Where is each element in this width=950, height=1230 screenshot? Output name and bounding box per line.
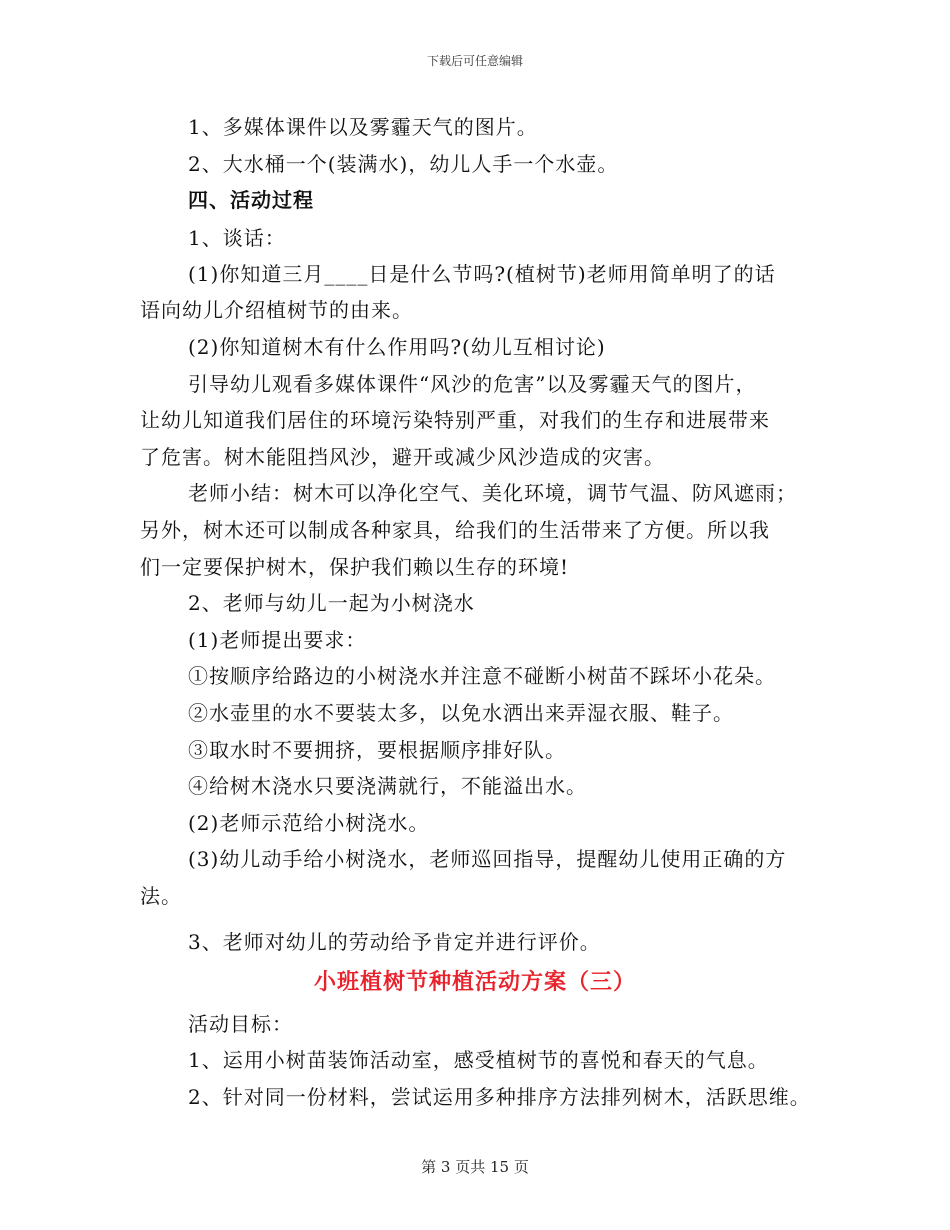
summary-paragraph-line-2: 另外，树木还可以制成各种家具，给我们的生活带来了方便。所以我 [140,518,770,542]
step-1-item-1-line-1: (1)你知道三月____日是什么节吗?(植树节)老师用简单明了的话 [188,262,776,286]
objectives-heading: 活动目标： [188,1012,293,1036]
materials-item-1: 1、多媒体课件以及雾霾天气的图片。 [188,115,538,139]
step-2-item-3-line-1: (3)幼儿动手给小树浇水，老师巡回指导，提醒幼儿使用正确的方 [188,847,787,871]
step-2-item-2: (2)老师示范给小树浇水。 [188,811,430,835]
step-2-item-1: (1)老师提出要求： [188,628,367,652]
summary-paragraph-line-1: 老师小结：树木可以净化空气、美化环境，调节气温、防风遮雨； [188,481,797,505]
guide-paragraph-line-3: 了危害。树木能阻挡风沙，避开或减少风沙造成的灾害。 [140,445,665,469]
step-1-item-1-line-2: 语向幼儿介绍植树节的由来。 [140,298,413,322]
step-2-heading: 2、老师与幼儿一起为小树浇水 [188,591,475,615]
page-footer: 第 3 页共 15 页 [421,1158,529,1176]
requirement-2: ②水壶里的水不要装太多，以免水洒出来弄湿衣服、鞋子。 [188,701,734,725]
materials-item-2: 2、大水桶一个(装满水)，幼儿人手一个水壶。 [188,152,619,176]
page-header: 下载后可任意编辑 [426,54,523,68]
objective-1: 1、运用小树苗装饰活动室，感受植树节的喜悦和春天的气息。 [188,1048,769,1072]
step-1-heading: 1、谈话： [188,226,286,250]
section-heading-process: 四、活动过程 [188,188,314,212]
summary-paragraph-line-3: 们一定要保护树木，保护我们赖以生存的环境! [140,555,570,579]
step-3-heading: 3、老师对幼儿的劳动给予肯定并进行评价。 [188,930,601,954]
requirement-3: ③取水时不要拥挤，要根据顺序排好队。 [188,738,566,762]
requirement-1: ①按顺序给路边的小树浇水并注意不碰断小树苗不踩坏小花朵。 [188,664,776,688]
objective-2: 2、针对同一份材料，尝试运用多种排序方法排列树木，活跃思维。 [188,1085,811,1109]
step-2-item-3-line-2: 法。 [140,884,182,908]
step-1-item-2: (2)你知道树木有什么作用吗?(幼儿互相讨论) [188,335,606,359]
section-title: 小班植树节种植活动方案（三） [313,969,636,995]
guide-paragraph-line-2: 让幼儿知道我们居住的环境污染特别严重，对我们的生存和进展带来 [140,408,770,432]
guide-paragraph-line-1: 引导幼儿观看多媒体课件“风沙的危害”以及雾霾天气的图片， [188,372,757,396]
requirement-4: ④给树木浇水只要浇满就行，不能溢出水。 [188,774,587,798]
